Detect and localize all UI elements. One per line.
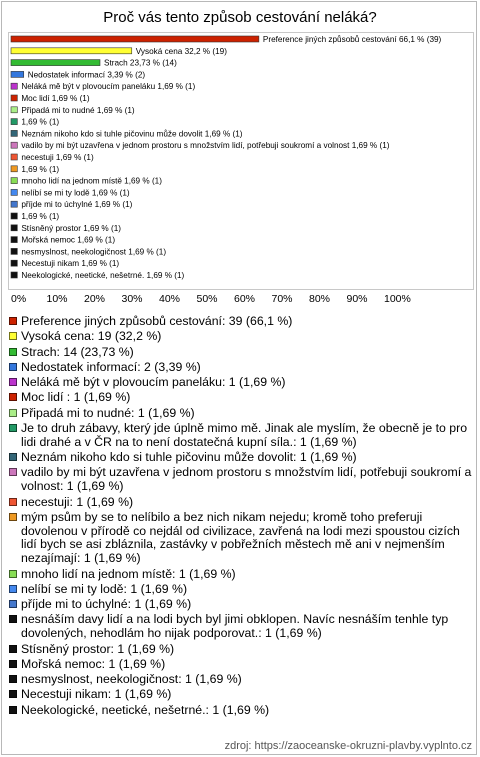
bar-8 [11, 130, 17, 136]
bar-19 [11, 260, 17, 266]
legend-swatch [9, 513, 17, 521]
x-tick-label: 30% [121, 293, 143, 305]
bar-3 [11, 71, 24, 77]
bar-17 [11, 237, 17, 243]
legend-item [8, 376, 474, 390]
bar-label-9: vadilo by mi být uzavřena v jednom prostoru s množstvím lidí, potřebuji soukromí a volnost 1,69 % (1) [21, 141, 390, 151]
legend-item [8, 330, 474, 344]
bar-label-3: Nedostatek informací 3,39 % (2) [27, 70, 146, 80]
legend-item [8, 466, 474, 494]
legend-swatch [9, 348, 17, 356]
legend-item [8, 315, 474, 329]
legend-item [8, 511, 474, 566]
legend-swatch [9, 378, 17, 386]
bar-label-1: Vysoká cena 32,2 % (19) [135, 46, 227, 56]
bar-label-2: Strach 23,73 % (14) [103, 58, 177, 68]
legend-swatch [9, 468, 17, 476]
legend-swatch [9, 363, 17, 371]
legend-item [8, 391, 474, 405]
legend-item [8, 407, 474, 421]
legend-item [8, 673, 474, 687]
legend-item [8, 658, 474, 672]
x-tick-label: 70% [271, 293, 293, 305]
legend-text: Neekologické, neetické, nešetrné.: 1 (1,69 %) [21, 702, 270, 717]
legend-text: mým psům by se to nelíbilo a bez nich nikam nejedu; kromě toho preferuji dovolenou v přírodě co nejdál od civilizace, zavřená na lodi mezi spoustou cizích lidí bych se asi zbláznila, zastávky v pobřežních městech mě ani v nejmenším nezajímají: 1 (1,69 %) [21, 509, 460, 566]
bar-9 [11, 142, 17, 148]
legend-swatch [9, 706, 17, 714]
x-tick-label: 50% [196, 293, 218, 305]
legend-text: příjde mi to úchylné: 1 (1,69 %) [21, 597, 192, 612]
legend-item [8, 451, 474, 465]
legend-swatch [9, 660, 17, 668]
legend-text: mnoho lidí na jednom místě: 1 (1,69 %) [21, 566, 236, 581]
legend-swatch [9, 409, 17, 417]
legend-text: Je to druh zábavy, který jde úplně mimo mě. Jinak ale myslím, že obecně je to pro lidi drahé a v ČR na to není dostatečná kupní síla.: 1 (1,69 %) [21, 421, 468, 449]
legend-swatch [9, 393, 17, 401]
bar-13 [11, 189, 17, 195]
legend-text: necestuji: 1 (1,69 %) [21, 494, 134, 509]
bar-2 [11, 60, 100, 66]
bar-6 [11, 107, 17, 113]
bar-label-13: nelíbí se mi ty lodě 1,69 % (1) [21, 188, 130, 198]
bar-11 [11, 166, 17, 172]
bar-10 [11, 154, 17, 160]
legend-swatch [9, 585, 17, 593]
bar-label-19: Necestuji nikam 1,69 % (1) [21, 259, 120, 269]
legend-text: nelíbí se mi ty lodě: 1 (1,69 %) [21, 581, 188, 596]
bar-label-4: Neláká mě být v plovoucím paneláku 1,69 % (1) [21, 82, 196, 92]
legend-item [8, 361, 474, 375]
legend-swatch [9, 498, 17, 506]
bar-12 [11, 178, 17, 184]
legend-text: vadilo by mi být uzavřena v jednom prostoru s množstvím lidí, potřebuji soukromí a volnost: 1 (1,69 %) [21, 465, 472, 494]
legend-swatch [9, 570, 17, 578]
legend-text: Preference jiných způsobů cestování: 39 (66,1 %) [21, 314, 293, 328]
legend-text: Neznám nikoho kdo si tuhle pičovinu může dovolit: 1 (1,69 %) [21, 450, 357, 465]
chart-title: Proč vás tento způsob cestování neláká? [103, 9, 377, 26]
legend-text: Vysoká cena: 19 (32,2 %) [21, 329, 162, 344]
x-tick-label: 80% [309, 293, 331, 305]
legend-text: Nedostatek informací: 2 (3,39 %) [21, 359, 201, 374]
legend-item [8, 568, 474, 582]
bar-label-15: 1,69 % (1) [21, 212, 60, 221]
legend-item [8, 598, 474, 612]
bar-label-8: Neznám nikoho kdo si tuhle pičovinu může dovolit 1,69 % (1) [21, 129, 243, 139]
bar-label-10: necestuji 1,69 % (1) [21, 153, 94, 162]
legend-text: Stísněný prostor: 1 (1,69 %) [21, 641, 175, 656]
bar-label-20: Neekologické, neetické, nešetrné. 1,69 % (1) [21, 271, 185, 280]
legend-swatch [9, 453, 17, 461]
legend-text: Mořská nemoc: 1 (1,69 %) [21, 656, 166, 671]
legend-text: nesmyslnost, neekologičnost: 1 (1,69 %) [21, 672, 242, 687]
legend-swatch [9, 332, 17, 340]
bar-label-5: Moc lidí 1,69 % (1) [21, 94, 90, 103]
bar-15 [11, 213, 17, 219]
legend-item [8, 704, 474, 718]
legend-swatch [9, 645, 17, 653]
legend-text: Neláká mě být v plovoucím paneláku: 1 (1,69 %) [21, 375, 286, 390]
bar-label-14: příjde mi to úchylné 1,69 % (1) [21, 200, 133, 210]
bar-label-7: 1,69 % (1) [21, 117, 60, 127]
legend-item [8, 583, 474, 597]
bar-label-18: nesmyslnost, neekologičnost 1,69 % (1) [21, 247, 167, 257]
bar-label-6: Připadá mi to nudné 1,69 % (1) [21, 105, 135, 115]
bar-16 [11, 225, 17, 231]
bar-7 [11, 119, 17, 125]
legend-swatch [9, 675, 17, 683]
bar-20 [11, 272, 17, 278]
bar-0 [11, 36, 259, 42]
x-tick-label: 90% [346, 293, 368, 305]
legend-text: Připadá mi to nudné: 1 (1,69 %) [21, 405, 195, 420]
x-tick-label: 100% [384, 293, 411, 305]
legend-text: Moc lidí : 1 (1,69 %) [21, 390, 131, 405]
bar-label-17: Mořská nemoc 1,69 % (1) [21, 235, 116, 245]
legend-item [8, 643, 474, 657]
legend-text: nesnáším davy lidí a na lodi bych byl jimi obklopen. Navíc nesnáším tenhle typ dovolených, nehodlám ho nijak podporovat.: 1 (1,69 %) [21, 612, 449, 641]
bar-14 [11, 201, 17, 207]
legend-text: Strach: 14 (23,73 %) [21, 344, 134, 359]
bar-1 [11, 48, 132, 54]
legend-swatch [9, 615, 17, 623]
x-tick-label: 20% [84, 293, 106, 305]
bar-label-16: Stísněný prostor 1,69 % (1) [21, 223, 122, 233]
legend-item [8, 422, 474, 450]
bar-label-12: mnoho lidí na jednom místě 1,69 % (1) [21, 176, 162, 186]
bar-5 [11, 95, 17, 101]
legend-item [8, 496, 474, 510]
bar-4 [11, 83, 17, 89]
bar-chart [8, 32, 474, 307]
legend-item [8, 688, 474, 702]
legend-item [8, 613, 474, 641]
legend-swatch [9, 690, 17, 698]
legend-text: Necestuji nikam: 1 (1,69 %) [21, 687, 172, 702]
bar-label-11: 1,69 % (1) [21, 164, 60, 174]
bar-18 [11, 248, 17, 254]
bar-label-0: Preference jiných způsobů cestování 66,1 % (39) [262, 35, 442, 44]
x-tick-label: 0% [11, 293, 27, 305]
x-tick-label: 60% [234, 293, 256, 305]
legend-item [8, 346, 474, 360]
legend-swatch [9, 600, 17, 608]
source-note: zdroj: https://zaoceanske-okruzni-plavby.vyplnto.cz [224, 740, 472, 752]
legend-swatch [9, 424, 17, 432]
legend-swatch [9, 317, 17, 325]
legend [8, 315, 474, 719]
x-tick-label: 10% [46, 293, 68, 305]
x-tick-label: 40% [159, 293, 181, 305]
